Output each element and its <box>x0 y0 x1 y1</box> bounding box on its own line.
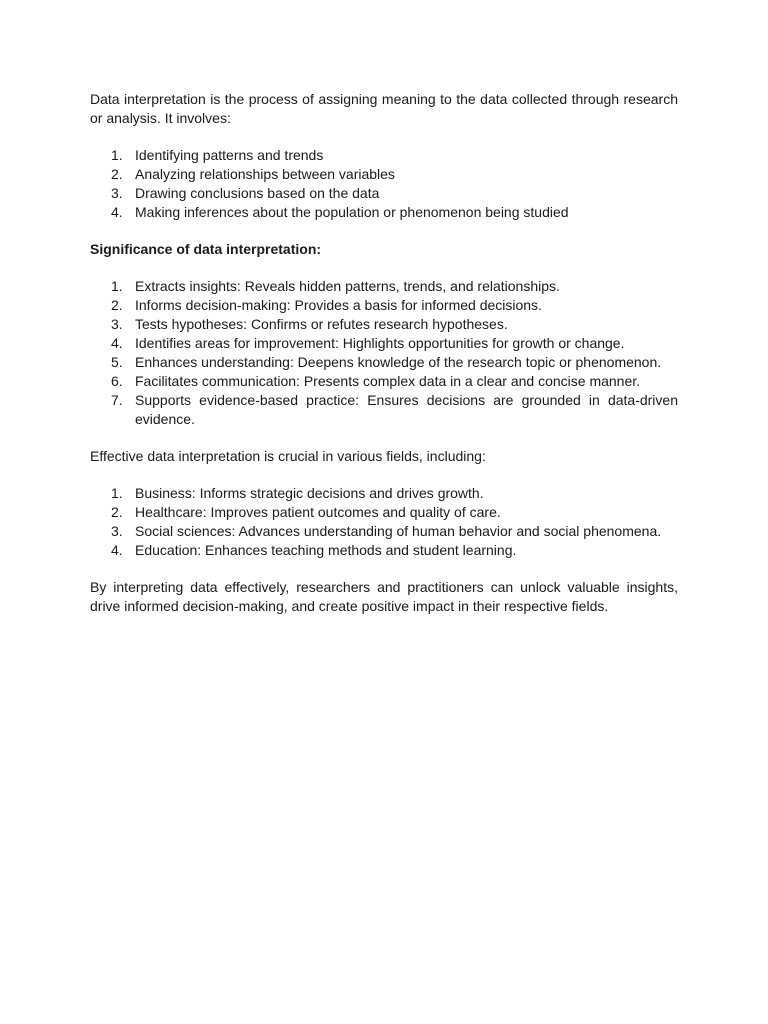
intro-paragraph: Data interpretation is the process of assigning meaning to the data collected through research or analysis. It involves: <box>90 91 678 126</box>
fields-intro-paragraph: Effective data interpretation is crucial in various fields, including: <box>90 448 486 464</box>
document-page <box>90 90 678 616</box>
significance-heading: Significance of data interpretation: <box>90 241 322 257</box>
list-item: 2. Informs decision-making: Provides a basis for informed decisions. <box>111 297 542 313</box>
list-item: 6. Facilitates communication: Presents complex data in a clear and concise manner. <box>111 373 641 389</box>
list-item: 2. Healthcare: Improves patient outcomes and quality of care. <box>111 504 501 520</box>
list-item: 4. Making inferences about the population or phenomenon being studied <box>111 204 569 220</box>
list-item: 5. Enhances understanding: Deepens knowledge of the research topic or phenomenon. <box>111 354 662 370</box>
list-item: 1. Identifying patterns and trends <box>111 147 324 163</box>
list-item: 3. Tests hypotheses: Confirms or refutes research hypotheses. <box>111 316 508 332</box>
list-item: 3. Drawing conclusions based on the data <box>111 185 380 201</box>
list-item: 7. Supports evidence-based practice: Ensures decisions are grounded in data-driven evidence. <box>111 392 678 427</box>
list-item: 3. Social sciences: Advances understanding of human behavior and social phenomena. <box>111 523 662 539</box>
list-item: 4. Education: Enhances teaching methods and student learning. <box>111 542 517 558</box>
conclusion-paragraph: By interpreting data effectively, researchers and practitioners can unlock valuable insights, drive informed decision-making, and create positive impact in their respective fields. <box>90 579 678 614</box>
list-item: 1. Business: Informs strategic decisions and drives growth. <box>111 485 484 501</box>
list-item: 4. Identifies areas for improvement: Highlights opportunities for growth or change. <box>111 335 625 351</box>
significance-list <box>90 277 678 429</box>
involves-list <box>90 146 678 222</box>
fields-list <box>90 484 678 560</box>
list-item: 1. Extracts insights: Reveals hidden patterns, trends, and relationships. <box>111 278 560 294</box>
list-item: 2. Analyzing relationships between variables <box>111 166 395 182</box>
